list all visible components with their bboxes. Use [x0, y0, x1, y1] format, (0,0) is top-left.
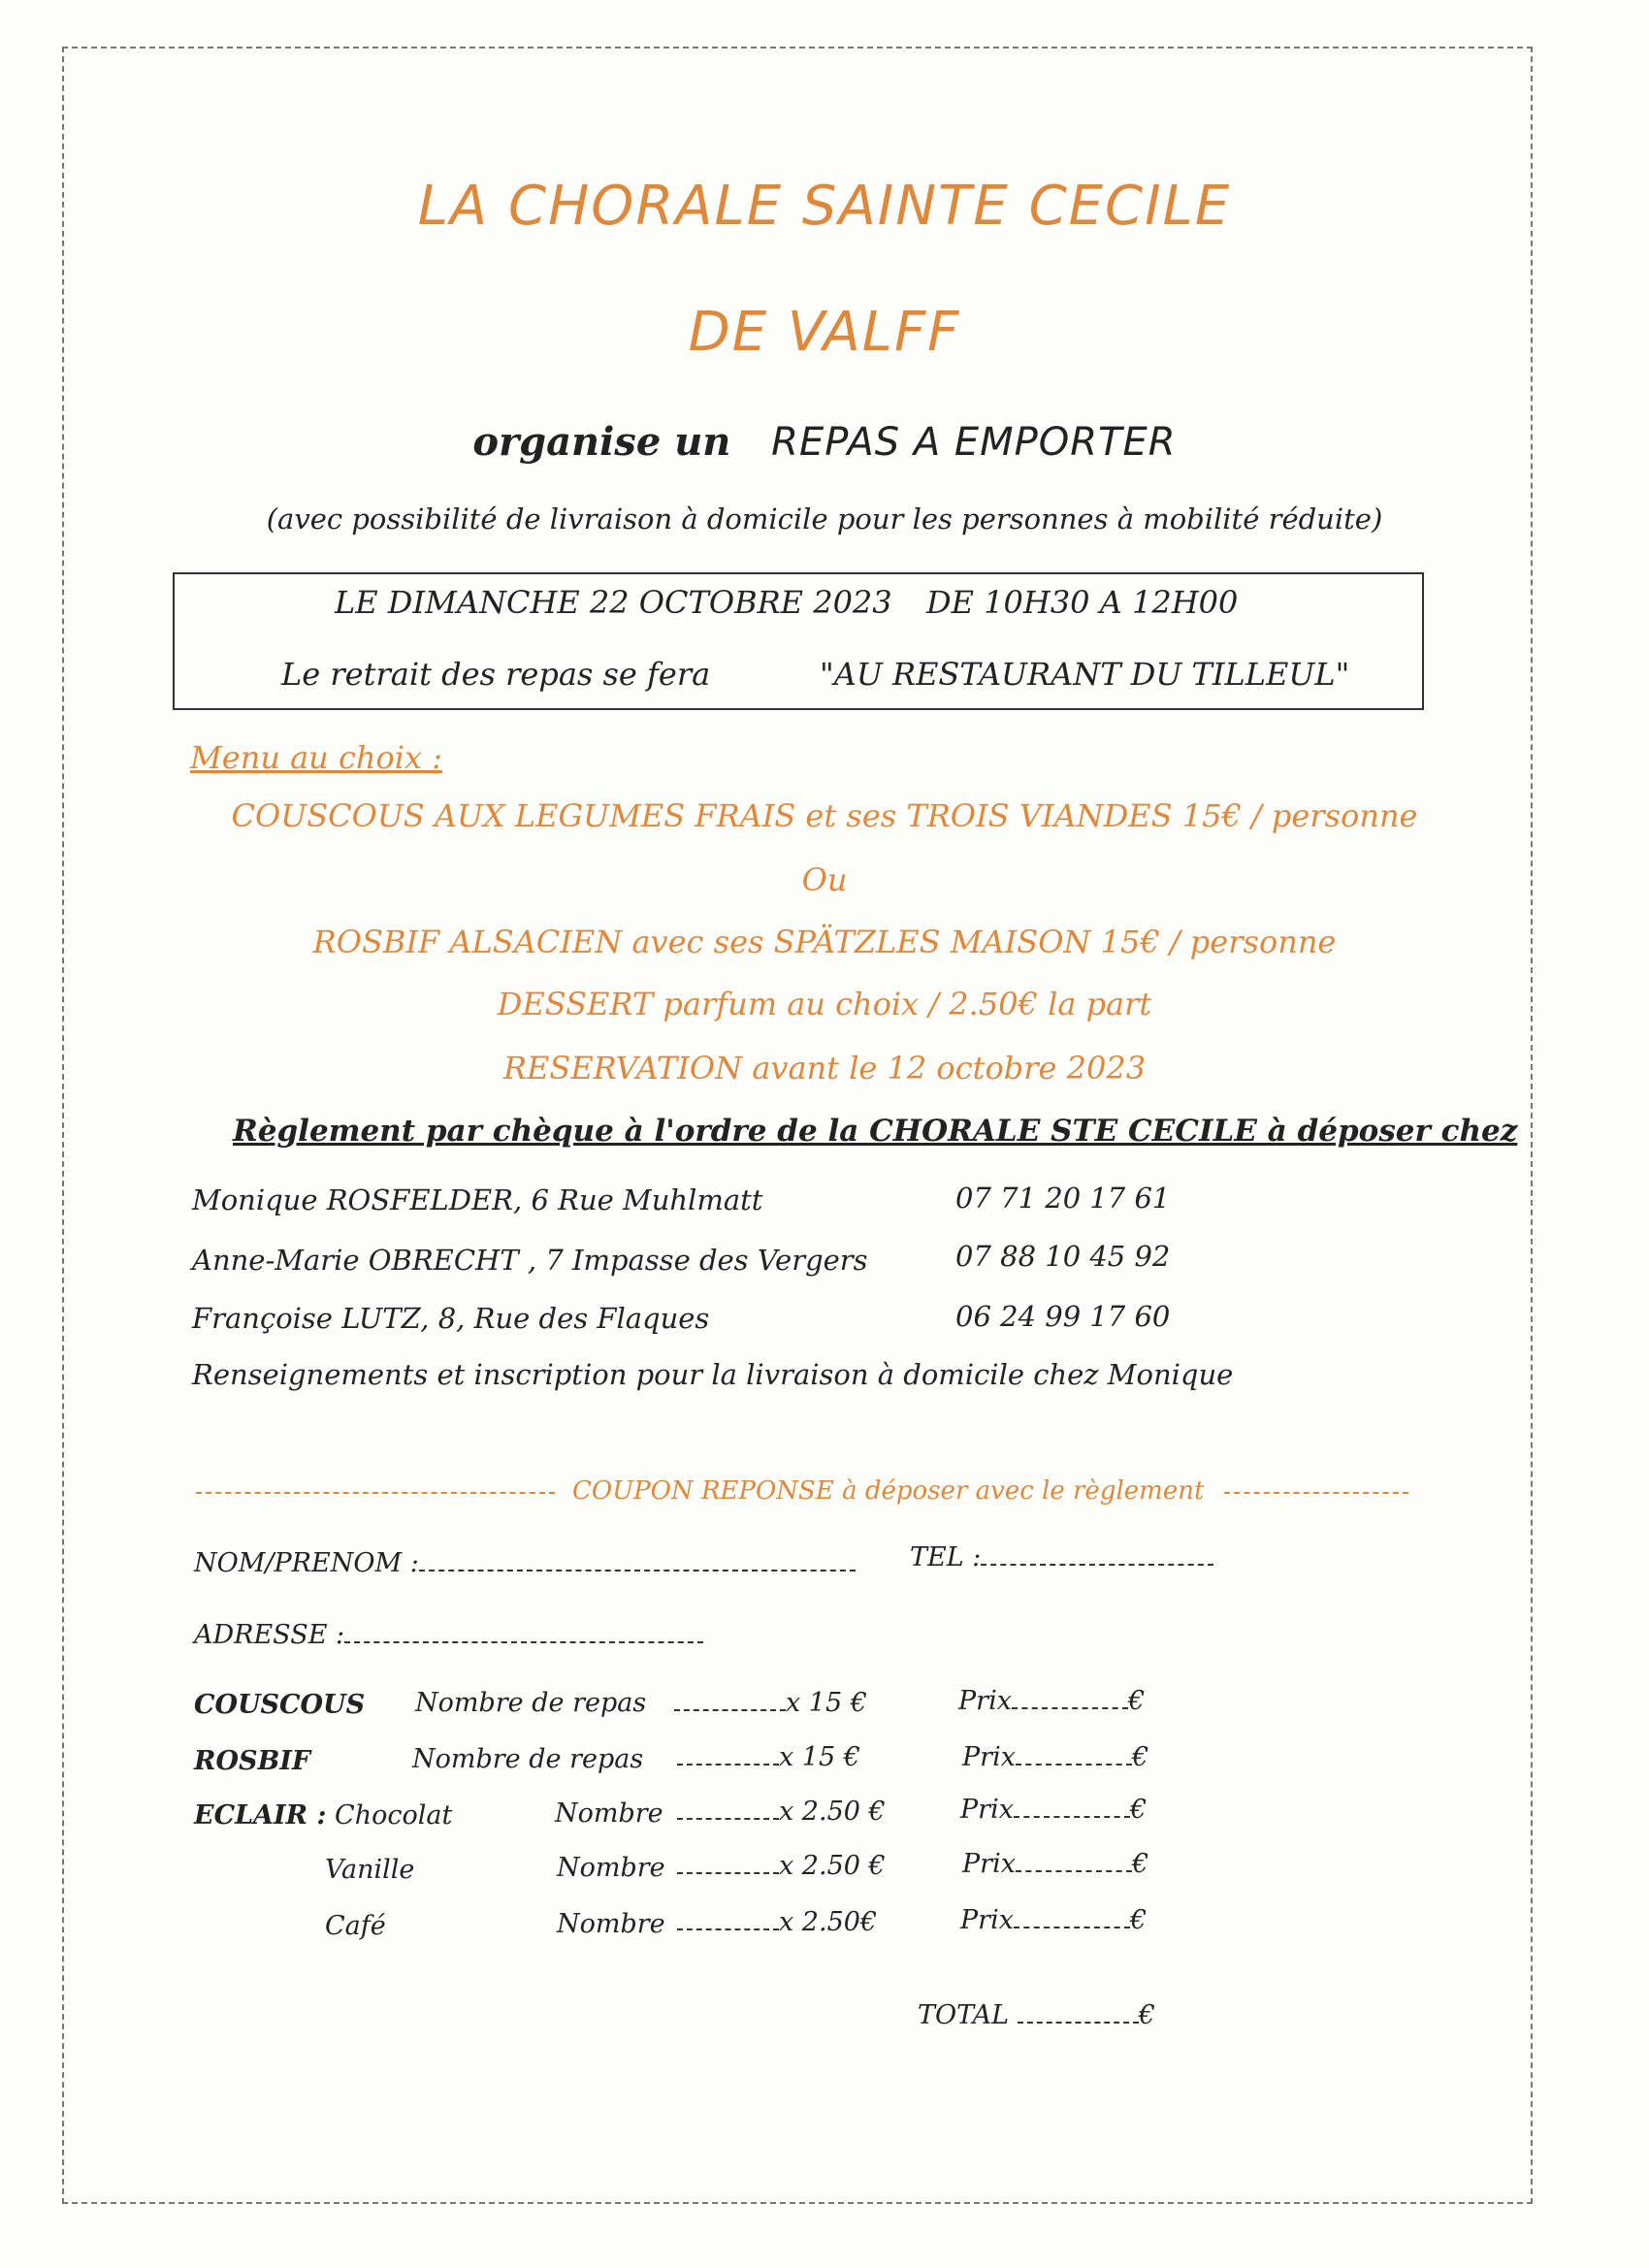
price-label: Prix [960, 1795, 1014, 1825]
coupon-divider-right [1224, 1492, 1408, 1494]
contact-name: Françoise LUTZ, 8, Rue des Flaques [192, 1302, 710, 1335]
address-blank[interactable] [344, 1620, 703, 1643]
price-blank[interactable] [1014, 1795, 1130, 1818]
price-blank[interactable] [1016, 1742, 1132, 1766]
contact-phone: 06 24 99 17 60 [955, 1300, 1171, 1333]
qty-label: Nombre [557, 1853, 665, 1883]
order-item: ECLAIR : [194, 1800, 327, 1831]
name-label: NOM/PRENOM : [194, 1548, 419, 1578]
tel-label: TEL : [910, 1542, 982, 1572]
title-line-2: DE VALFF [688, 301, 961, 364]
order-item: ROSBIF [194, 1746, 311, 1776]
tel-field[interactable] [910, 1542, 1213, 1572]
menu-heading: Menu au choix : [190, 739, 442, 776]
currency: € [1131, 1742, 1149, 1772]
currency: € [1129, 1795, 1148, 1825]
pickup-place: "AU RESTAURANT DU TILLEUL" [820, 656, 1350, 693]
delivery-info: Renseignements et inscription pour la livraison à domicile chez Monique [192, 1358, 1234, 1391]
menu-or: Ou [801, 861, 848, 898]
event-hours: DE 10H30 A 12H00 [926, 584, 1239, 621]
unit-price: x 2.50 € [779, 1851, 886, 1881]
contact-name: Anne-Marie OBRECHT , 7 Impasse des Vergers [192, 1244, 868, 1277]
price-field[interactable] [958, 1686, 1145, 1716]
unit-price: x 2.50 € [779, 1797, 886, 1827]
unit-price: x 2.50€ [779, 1907, 878, 1937]
total-blank[interactable] [1018, 2000, 1139, 2024]
address-label: ADRESSE : [194, 1620, 345, 1650]
price-label: Prix [960, 1905, 1014, 1935]
qty-blank[interactable] [677, 1797, 779, 1820]
price-field[interactable] [962, 1742, 1148, 1772]
total-field[interactable] [918, 2000, 1155, 2030]
menu-option-couscous: COUSCOUS AUX LEGUMES FRAIS et ses TROIS VIANDES 15€ / personne [231, 797, 1418, 834]
subtitle-main: REPAS A EMPORTER [771, 420, 1177, 465]
qty-blank[interactable] [674, 1688, 786, 1711]
order-item-eclair [194, 1800, 452, 1831]
price-field[interactable] [962, 1849, 1148, 1879]
qty-field[interactable] [677, 1851, 886, 1881]
total-label: TOTAL [918, 2000, 1010, 2030]
qty-label: Nombre [557, 1909, 665, 1939]
tel-blank[interactable] [981, 1542, 1213, 1566]
payment-instructions: Règlement par chèque à l'ordre de la CHORALE STE CECILE à déposer chez [233, 1114, 1518, 1149]
qty-blank[interactable] [677, 1907, 779, 1930]
name-field[interactable] [194, 1548, 856, 1578]
coupon-divider-left [196, 1492, 555, 1494]
event-date: LE DIMANCHE 22 OCTOBRE 2023 [335, 584, 892, 621]
currency: € [1129, 1905, 1148, 1935]
qty-blank[interactable] [677, 1851, 779, 1874]
price-label: Prix [962, 1742, 1016, 1772]
flavor: Vanille [325, 1855, 415, 1885]
price-field[interactable] [960, 1795, 1147, 1825]
qty-field[interactable] [677, 1742, 860, 1772]
price-blank[interactable] [1016, 1849, 1132, 1872]
qty-blank[interactable] [677, 1742, 779, 1766]
subtitle [0, 419, 1649, 465]
qty-field[interactable] [674, 1688, 867, 1718]
price-label: Prix [958, 1686, 1012, 1716]
currency: € [1127, 1686, 1146, 1716]
pickup-label: Le retrait des repas se fera [281, 656, 711, 693]
qty-label: Nombre [555, 1798, 663, 1829]
total-currency: € [1138, 2000, 1155, 2030]
order-item: COUSCOUS [194, 1690, 366, 1720]
qty-field[interactable] [677, 1797, 886, 1827]
contact-name: Monique ROSFELDER, 6 Rue Muhlmatt [192, 1183, 763, 1216]
delivery-note: (avec possibilité de livraison à domicile pour les personnes à mobilité réduite) [266, 502, 1383, 535]
title-line-1: LA CHORALE SAINTE CECILE [417, 175, 1232, 238]
price-blank[interactable] [1012, 1686, 1128, 1709]
menu-option-rosbif: ROSBIF ALSACIEN avec ses SPÄTZLES MAISON 15€ / personne [312, 923, 1337, 960]
qty-label: Nombre de repas [415, 1688, 647, 1718]
flavor: Café [325, 1911, 386, 1941]
flavor: Chocolat [335, 1800, 453, 1831]
price-label: Prix [962, 1849, 1016, 1879]
name-blank[interactable] [419, 1548, 856, 1571]
menu-dessert: DESSERT parfum au choix / 2.50€ la part [497, 986, 1152, 1022]
price-blank[interactable] [1014, 1905, 1130, 1928]
contact-phone: 07 88 10 45 92 [955, 1240, 1171, 1273]
address-field[interactable] [194, 1620, 703, 1650]
contact-phone: 07 71 20 17 61 [955, 1182, 1171, 1215]
menu-reservation: RESERVATION avant le 12 octobre 2023 [502, 1050, 1147, 1086]
unit-price: x 15 € [786, 1688, 867, 1718]
unit-price: x 15 € [779, 1742, 860, 1772]
subtitle-prefix: organise un [472, 419, 731, 465]
price-field[interactable] [960, 1905, 1147, 1935]
coupon-heading: COUPON REPONSE à déposer avec le règlement [572, 1476, 1205, 1506]
currency: € [1131, 1849, 1149, 1879]
qty-field[interactable] [677, 1907, 877, 1937]
qty-label: Nombre de repas [412, 1744, 644, 1774]
